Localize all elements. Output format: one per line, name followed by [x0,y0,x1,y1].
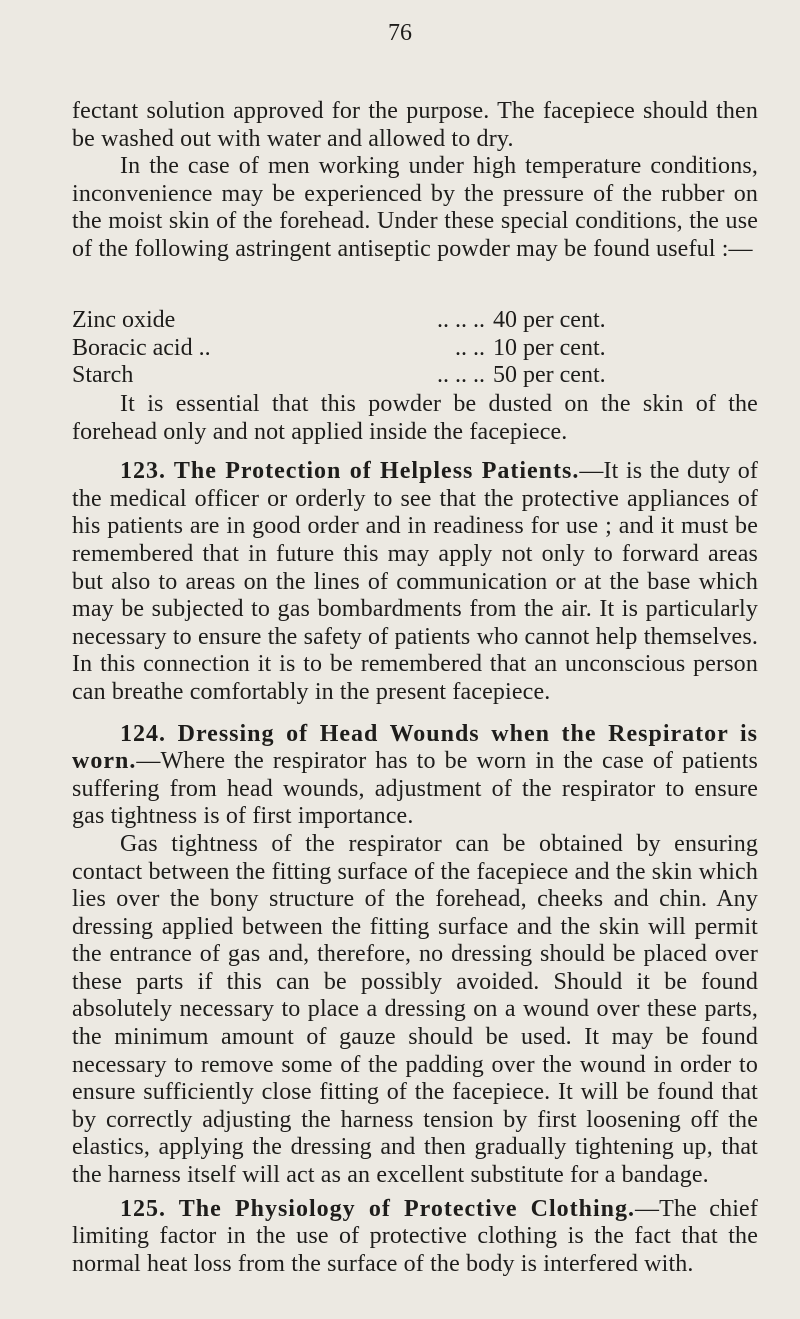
section-125-heading: 125. The Physiology of Protective Clothing. [120,1195,636,1222]
section-124-body: —Where the respirator has to be worn in the case of patients suffering from head wounds, adjustment of the respirator to ensure gas tightness is of first importance. [72,748,758,830]
formula-row [72,335,772,363]
section-125 [72,1196,758,1279]
intro-block [0,98,800,264]
section-124 [72,721,758,831]
section-123-body: —It is the duty of the medical officer or orderly to see that the protective appliances of his patients are in good order and in readiness for use ; and it must be remembered that in future this may apply not only to forward areas but also to areas on the lines of communication or at the base which may be subjected to gas bombardments from the air. It is particularly necessary to ensure the safety of patients who cannot help themselves. In this connection it is to be remembered that an unconscious person can breathe comfortably in the present facepiece. [72,458,758,705]
powder-formula-table [72,307,772,390]
intro-paragraph: fectant solution approved for the purpose. The facepiece should then be washed out with water and allowed to dry. [72,98,758,152]
powder-usage-paragraph: It is essential that this powder be dusted on the skin of the forehead only and not applied inside the facepiece. [72,391,758,445]
ingredient-name: Boracic acid .. [72,334,211,361]
section-123-heading: 123. The Protection of Helpless Patients. [120,458,580,485]
leader-dots: .. .. .. [437,362,485,389]
high-temperature-paragraph: In the case of men working under high temperature conditions, inconvenience may be experienced by the pressure of the rubber on the moist skin of the forehead. Under these special conditions, the use of the following astringent antiseptic powder may be found useful :— [72,153,758,262]
ingredient-name: Starch [72,362,134,389]
leader-dots: .. .. .. [437,307,485,333]
ingredient-name: Zinc oxide [72,307,176,333]
gas-tightness-paragraph: Gas tightness of the respirator can be obtained by ensuring contact between the fitting surface of the facepiece and the skin which lies over the bony structure of the forehead, cheeks and chin. Any dressing applied between the fitting surface and the skin will permit the entrance of gas and, therefore, no dressing should be placed over these parts if this can be possibly avoided. Should it be found absolutely necessary to place a dressing on a wound over these parts, the minimum amount of gauze should be used. It may be found necessary to remove some of the padding over the wound in order to ensure sufficiently close fitting of the facepiece. It will be found that by correctly adjusting the harness tension by first loosening off the elastics, applying the dressing and then gradually tightening up, that the harness itself will act as an excellent substitute for a bandage. [72,830,758,1189]
formula-row [72,362,772,390]
section-123 [72,458,758,706]
section-124-heading: 124. Dressing of Head Wounds when the Respirator is worn. [72,720,758,775]
ingredient-percent: 50 per cent. [493,362,606,389]
ingredient-percent: 10 per cent. [493,334,606,361]
leader-dots: .. .. [455,334,485,361]
main-text-block [0,391,800,1278]
formula-row [72,307,772,335]
page-number: 76 [388,20,412,46]
ingredient-percent: 40 per cent. [493,307,606,333]
section-125-body: —The chief limiting factor in the use of protective clothing is the fact that the normal heat loss from the surface of the body is interfered with. [72,1195,758,1277]
